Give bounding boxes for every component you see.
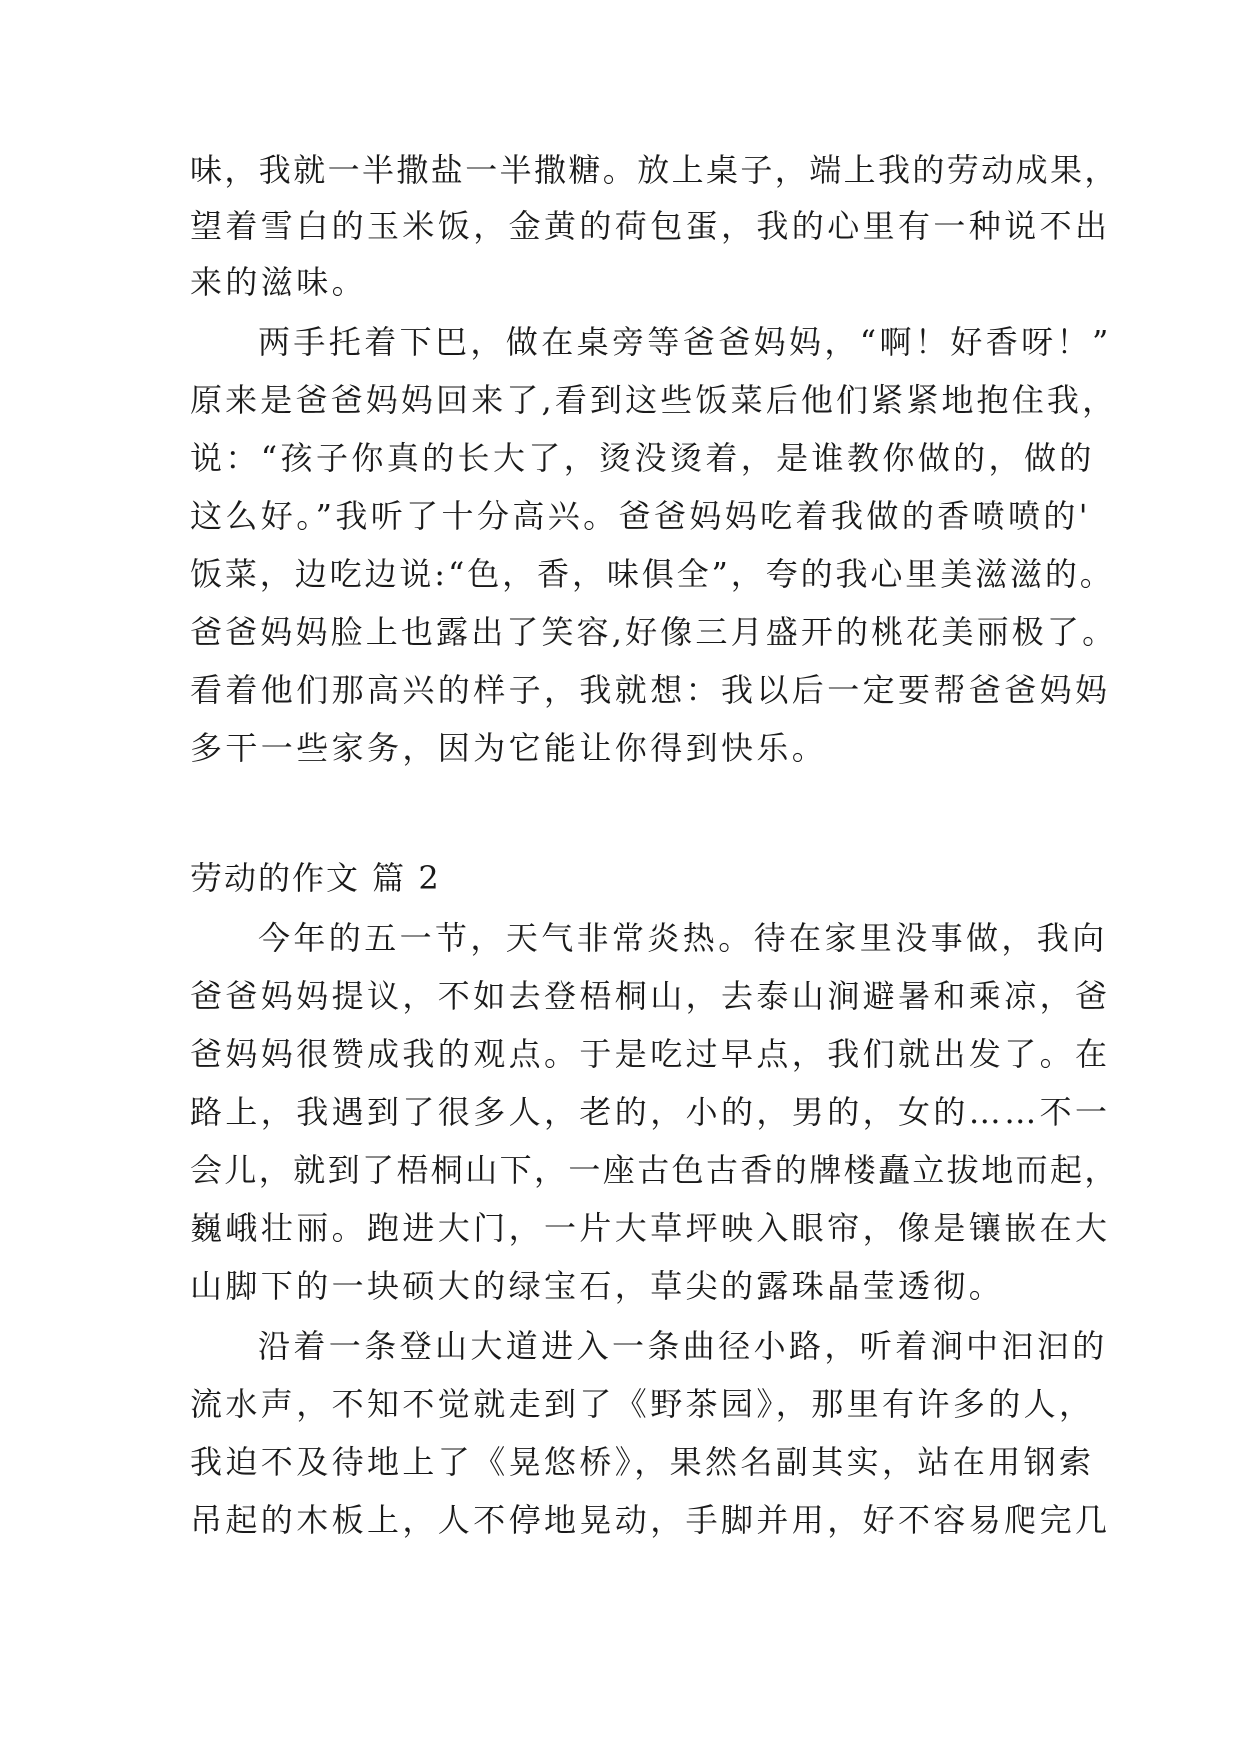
text-line: 说：“孩子你真的长大了，烫没烫着，是谁教你做的，做的 [190, 439, 1095, 477]
paragraph-first-line: 今年的五一节，天气非常炎热。待在家里没事做，我向 [258, 919, 1108, 957]
text-line: 味，我就一半撒盐一半撒糖。放上桌子，端上我的劳动成果， [190, 151, 1119, 189]
text-line: 饭菜，边吃边说:“色，香，味俱全”，夸的我心里美滋滋的。 [190, 555, 1115, 593]
text-line: 吊起的木板上，人不停地晃动，手脚并用，好不容易爬完几 [190, 1501, 1111, 1539]
text-line: 来的滋味。 [190, 263, 368, 301]
text-line: 山脚下的一块硕大的绿宝石，草尖的露珠晶莹透彻。 [190, 1267, 1005, 1305]
text-line: 原来是爸爸妈妈回来了,看到这些饭菜后他们紧紧地抱住我， [190, 381, 1118, 419]
text-line: 望着雪白的玉米饭，金黄的荷包蛋，我的心里有一种说不出 [190, 207, 1111, 245]
text-line: 这么好。”我听了十分高兴。爸爸妈妈吃着我做的香喷喷的' [190, 497, 1091, 535]
text-line: 爸妈妈很赞成我的观点。于是吃过早点，我们就出发了。在 [190, 1035, 1111, 1073]
text-line: 爸爸妈妈脸上也露出了笑容,好像三月盛开的桃花美丽极了。 [190, 613, 1118, 651]
text-line: 路上，我遇到了很多人，老的，小的，男的，女的……不一 [190, 1093, 1111, 1131]
text-line: 巍峨壮丽。跑进大门，一片大草坪映入眼帘，像是镶嵌在大 [190, 1209, 1111, 1247]
text-line: 会儿，就到了梧桐山下，一座古色古香的牌楼矗立拔地而起， [190, 1151, 1119, 1189]
text-line: 看着他们那高兴的样子，我就想：我以后一定要帮爸爸妈妈 [190, 671, 1111, 709]
text-line: 我迫不及待地上了《晃悠桥》，果然名副其实，站在用钢索 [190, 1443, 1095, 1481]
text-line: 多干一些家务，因为它能让你得到快乐。 [190, 729, 828, 767]
paragraph-first-line: 两手托着下巴，做在桌旁等爸爸妈妈，“啊！好香呀！” [258, 323, 1112, 361]
text-line: 流水声，不知不觉就走到了《野茶园》，那里有许多的人， [190, 1385, 1095, 1423]
section-heading: 劳动的作文 篇 2 [190, 859, 441, 897]
paragraph-first-line: 沿着一条登山大道进入一条曲径小路，听着涧中汩汩的 [258, 1327, 1108, 1365]
text-line: 爸爸妈妈提议，不如去登梧桐山，去泰山涧避暑和乘凉，爸 [190, 977, 1111, 1015]
